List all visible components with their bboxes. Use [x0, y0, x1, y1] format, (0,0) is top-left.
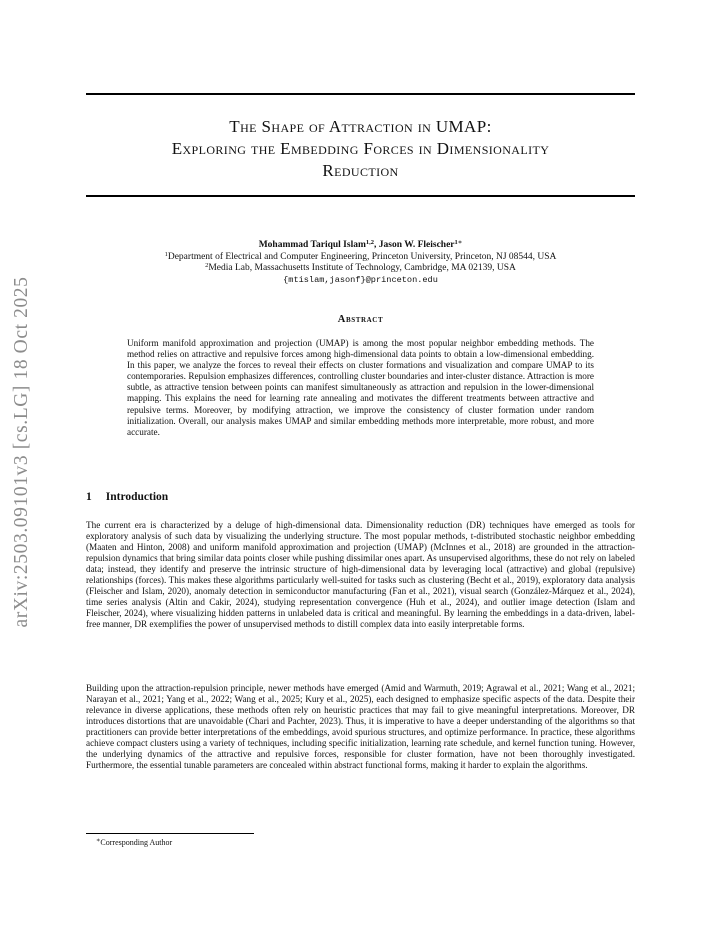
affiliation-1: [86, 252, 635, 264]
author-email: {mtislam,jasonf}@princeton.edu: [283, 274, 438, 285]
abstract-text: Uniform manifold approximation and projection (UMAP) is among the most popular neighbor embedding methods. The method relies on attractive and repulsive forces among high-dimensional data points to obtain a low-dimensional embedding. In this paper, we analyze the forces to reveal their effects on cluster formations and visualization and compare UMAP to its contemporaries. Repulsion emphasizes differences, controlling cluster boundaries and inter-cluster distance. Attraction is more subtle, as attractive tension between points can manifest simultaneously as attraction and repulsion in the lower-dimensional mapping. This explains the need for learning rate annealing and motivates the different treatments between attractive and repulsive terms. Moreover, by modifying attraction, we improve the consistency of cluster formation under random initialization. Overall, our analysis makes UMAP and similar embedding methods more interpretable, more robust, and more accurate.: [127, 338, 594, 437]
footnote-rule: [86, 833, 254, 834]
author-1-affil: 1,2: [365, 239, 375, 246]
author-names: [86, 240, 635, 252]
affiliation-2-mark: 2: [205, 262, 209, 270]
title-top-rule: [86, 93, 635, 95]
author-1: Mohammad Tariqul Islam: [258, 240, 366, 250]
title-line-2: Exploring the Embedding Forces in Dimensionality: [171, 139, 550, 158]
footnote-text: Corresponding Author: [100, 838, 173, 847]
author-2-affil: 1∗: [454, 239, 463, 246]
abstract-heading: Abstract: [337, 314, 384, 325]
author-block: [86, 240, 635, 286]
footnote: [96, 838, 172, 847]
paper-title: [86, 116, 635, 182]
arxiv-identifier: [7, 262, 37, 642]
section-title: Introduction: [105, 491, 169, 503]
title-line-3: Reduction: [322, 161, 399, 180]
author-2: , Jason W. Fleischer: [374, 240, 455, 250]
affiliation-2: [86, 263, 635, 275]
section-number: 1: [86, 491, 92, 503]
arxiv-identifier-text: arXiv:2503.09101v3 [cs.LG] 18 Oct 2025: [11, 276, 32, 628]
section-heading-introduction: [86, 491, 168, 503]
affiliation-1-text: Department of Electrical and Computer Engineering, Princeton University, Princeton, NJ 08544, USA: [167, 251, 557, 262]
affiliation-1-mark: 1: [164, 250, 168, 258]
title-bottom-rule: [86, 195, 635, 197]
affiliation-2-text: Media Lab, Massachusetts Institute of Technology, Cambridge, MA 02139, USA: [208, 263, 516, 274]
title-line-1: The Shape of Attraction in UMAP:: [229, 117, 492, 136]
intro-paragraph-1: The current era is characterized by a deluge of high-dimensional data. Dimensionality reduction (DR) techniques have emerged as tools for exploratory analysis of such data by visualizing the underlying structure. The most popular methods, t-distributed stochastic neighbor embedding (Maaten and Hinton, 2008) and uniform manifold approximation and projection (UMAP) (McInnes et al., 2018) are grounded in the attraction-repulsion dynamics that bring similar data points closer while pushing dissimilar ones apart. As unsupervised algorithms, these do not rely on labeled data; instead, they identify and preserve the intrinsic structure of high-dimensional data by leveraging local (attractive) and global (repulsive) relationships (forces). This makes these algorithms particularly well-suited for tasks such as clustering (Becht et al., 2019), exploratory data analysis (Fleischer and Islam, 2020), anomaly detection in semiconductor manufacturing (Fan et al., 2021), visual search (González-Márquez et al., 2024), time series analysis (Altin and Cakir, 2024), studying representation convergence (Huh et al., 2024), and outlier image detection (Islam and Fleischer, 2024), where visualizing hidden patterns in unlabeled data is critical and meaningful. By learning the embeddings in a data-driven, label-free manner, DR exemplifies the power of unsupervised methods to distill complex data into easily interpretable forms.: [86, 520, 635, 630]
intro-paragraph-2: Building upon the attraction-repulsion principle, newer methods have emerged (Amid and Warmuth, 2019; Agrawal et al., 2021; Wang et al., 2021; Narayan et al., 2021; Yang et al., 2022; Wang et al., 2025; Kury et al., 2025), each designed to emphasize specific aspects of the data. Despite their relevance in diverse applications, these methods often rely on heuristic practices that may fail to give meaningful interpretations. Moreover, DR introduces distortions that are unavoidable (Chari and Pachter, 2023). Thus, it is imperative to have a deeper understanding of the algorithms so that practitioners can provide better interpretations of the embeddings, avoid spurious structures, and optimize performance. In practice, these algorithms achieve compact clusters using a variety of techniques, including specific initialization, learning rate schedule, and kernel function tuning. However, the underlying dynamics of the attractive and repulsive forces, responsible for cluster formation, have not been thoroughly investigated. Furthermore, the essential tunable parameters are concealed within abstract functional forms, making it harder to explain the algorithms.: [86, 683, 635, 771]
footnote-mark: ∗: [96, 837, 101, 844]
